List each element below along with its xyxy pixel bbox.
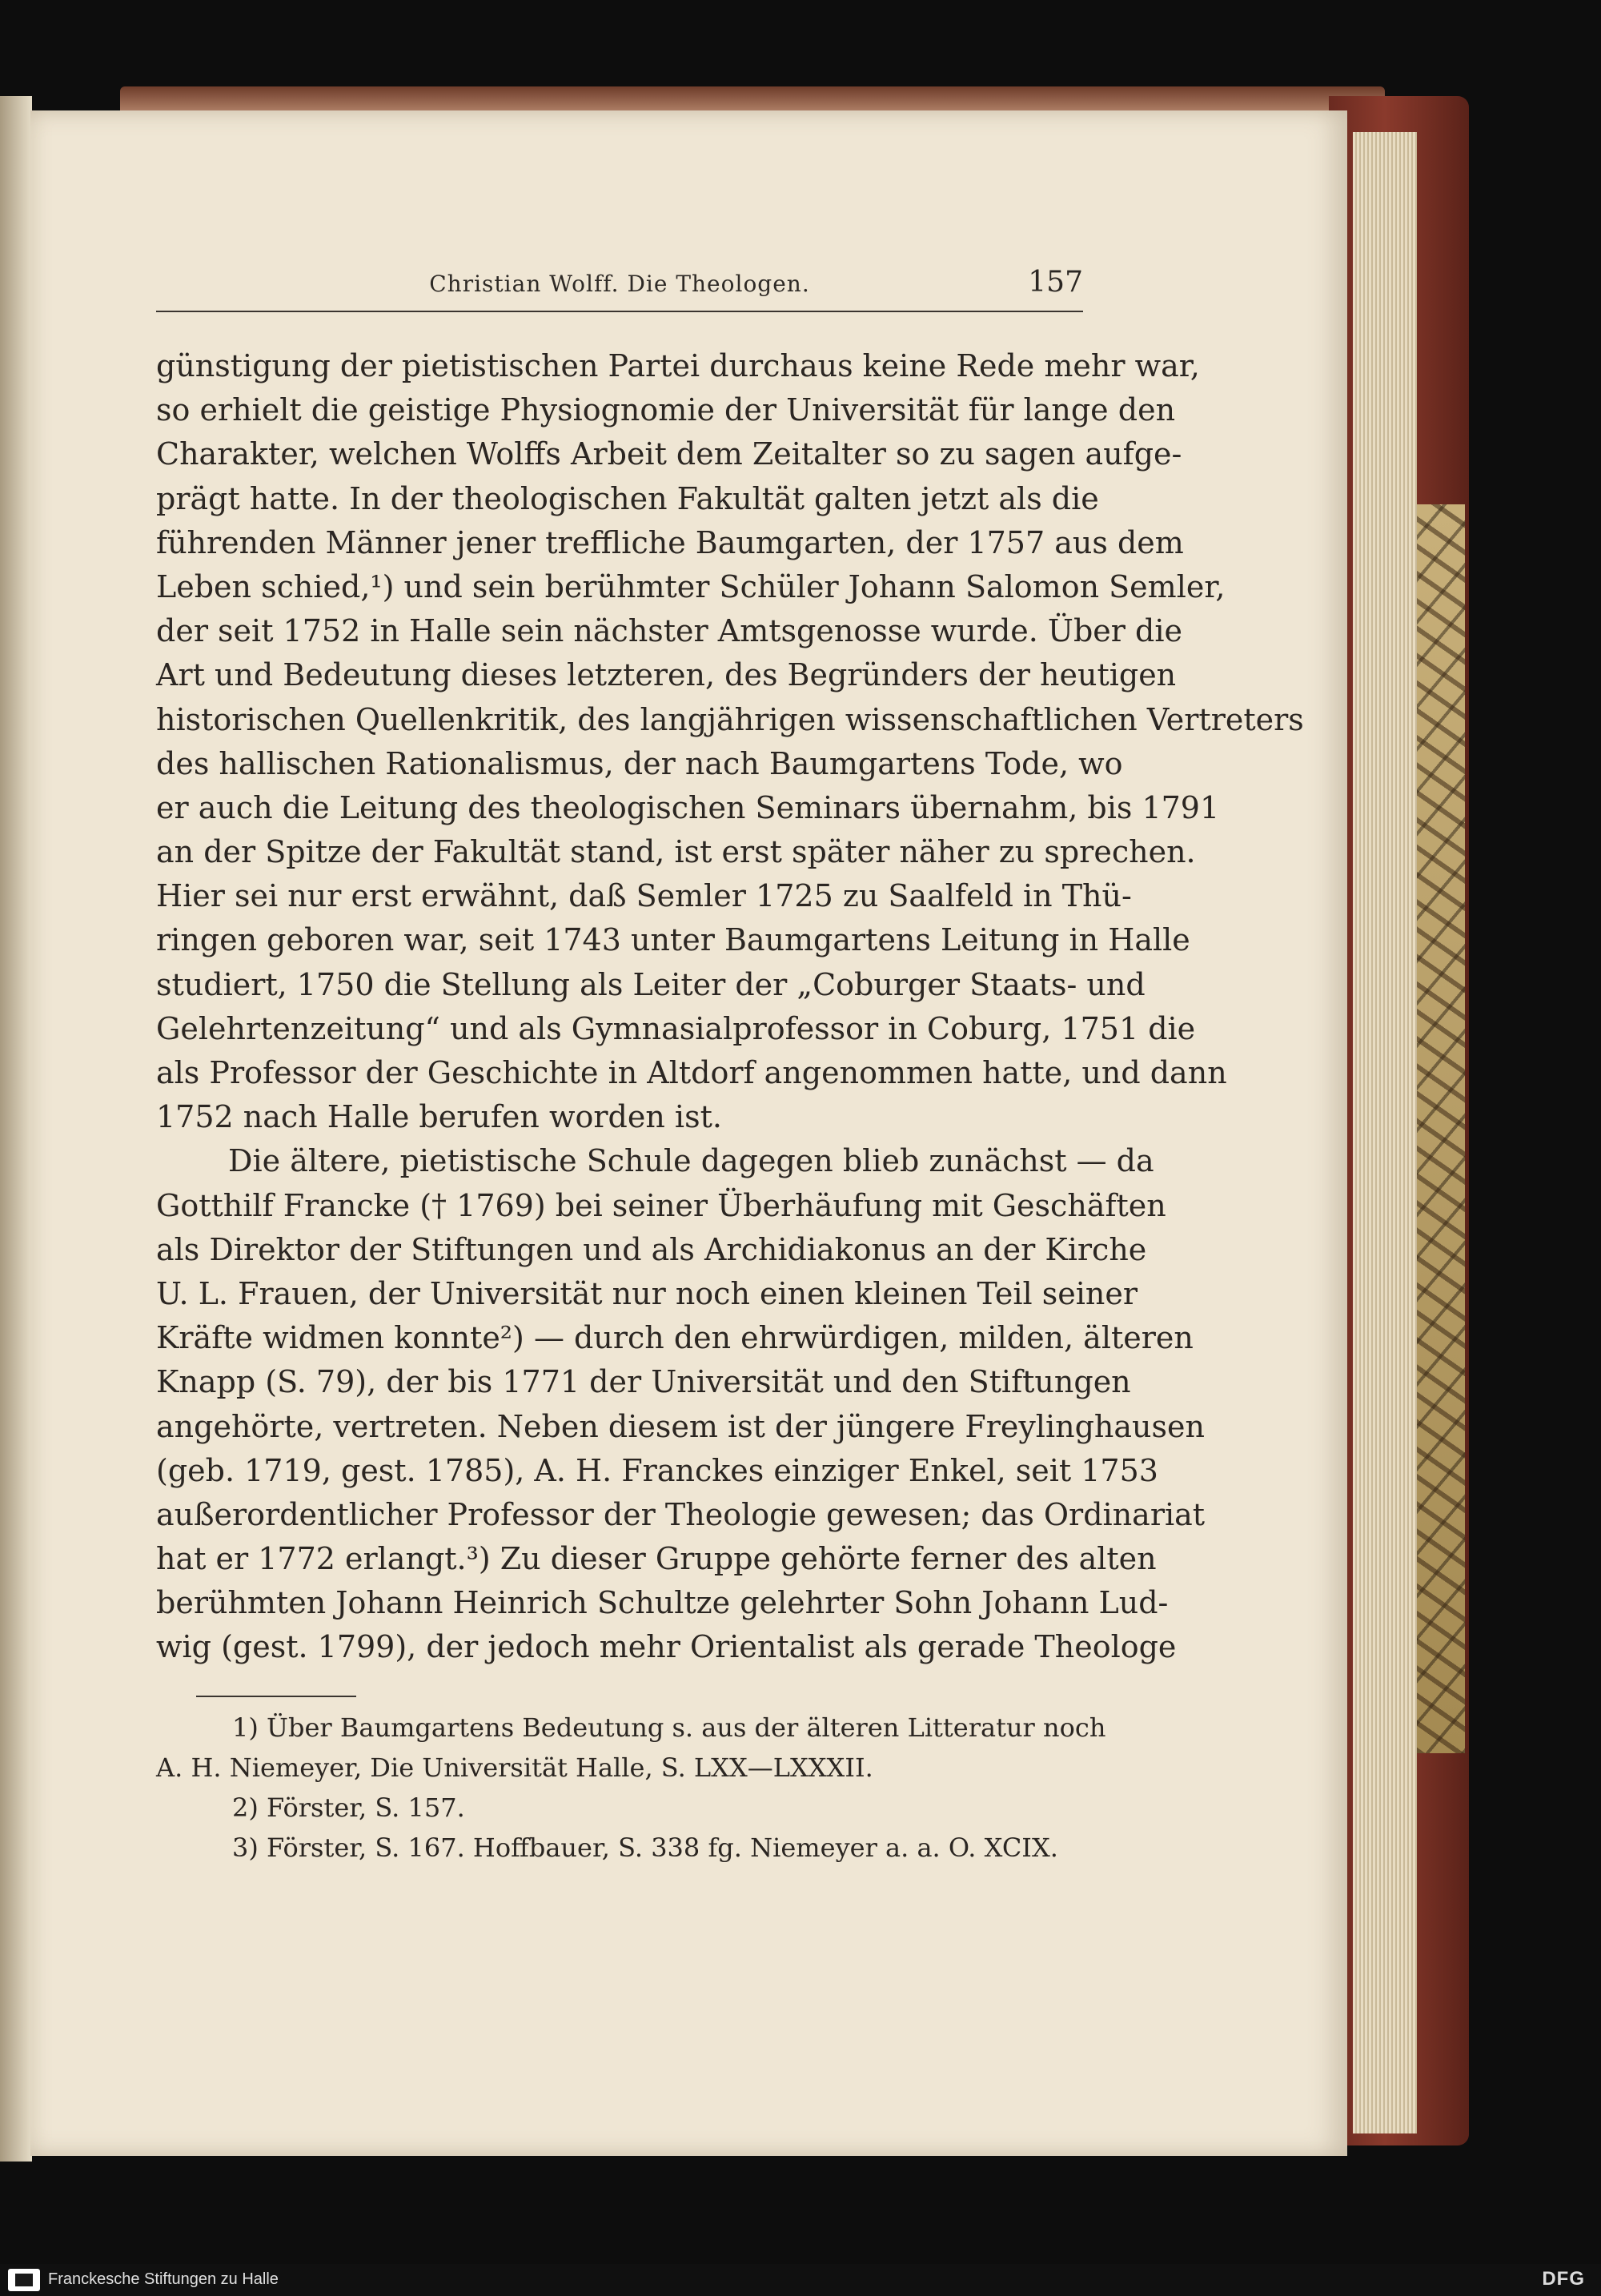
text-line: prägt hatte. In der theologischen Fakultät galten jetzt als die xyxy=(156,480,1099,516)
text-line: U. L. Frauen, der Universität nur noch einen kleinen Teil seiner xyxy=(156,1275,1138,1311)
book-top-edge xyxy=(120,86,1385,114)
running-head: Christian Wolff. Die Theologen. xyxy=(429,271,810,297)
text-line: der seit 1752 in Halle sein nächster Amtsgenosse wurde. Über die xyxy=(156,613,1182,649)
footnote-line: 3) Förster, S. 167. Hoffbauer, S. 338 fg. Niemeyer a. a. O. XCIX. xyxy=(232,1832,1058,1863)
text-line: führenden Männer jener treffliche Baumgarten, der 1757 aus dem xyxy=(156,524,1184,560)
page-stack-edge xyxy=(1353,132,1417,2133)
body-text xyxy=(156,344,1304,1670)
text-line: günstigung der pietistischen Partei durchaus keine Rede mehr war, xyxy=(156,348,1200,383)
institution-name: Franckesche Stiftungen zu Halle xyxy=(48,2270,279,2288)
text-line: Knapp (S. 79), der bis 1771 der Universität und den Stiftungen xyxy=(156,1364,1131,1400)
text-line: 1752 nach Halle berufen worden ist. xyxy=(156,1099,722,1135)
dfg-logo: DFG xyxy=(1542,2268,1585,2290)
text-line: an der Spitze der Fakultät stand, ist erst später näher zu sprechen. xyxy=(156,834,1196,870)
text-line: Leben schied,¹) und sein berühmter Schüler Johann Salomon Semler, xyxy=(156,568,1226,604)
text-line: Charakter, welchen Wolffs Arbeit dem Zeitalter so zu sagen aufge- xyxy=(156,436,1182,472)
text-line: berühmten Johann Heinrich Schultze gelehrter Sohn Johann Lud- xyxy=(156,1585,1169,1621)
text-line: ringen geboren war, seit 1743 unter Baumgartens Leitung in Halle xyxy=(156,922,1190,958)
footnote-rule xyxy=(196,1696,356,1697)
text-line: studiert, 1750 die Stellung als Leiter der „Coburger Staats- und xyxy=(156,966,1146,1002)
text-line: angehörte, vertreten. Neben diesem ist der jüngere Freylinghausen xyxy=(156,1408,1205,1444)
footnote-line: A. H. Niemeyer, Die Universität Halle, S. LXX—LXXXII. xyxy=(156,1752,873,1783)
marbled-endpaper xyxy=(1417,504,1465,1753)
text-line: Gotthilf Francke († 1769) bei seiner Überhäufung mit Geschäften xyxy=(156,1187,1166,1223)
text-line: außerordentlicher Professor der Theologie gewesen; das Ordinariat xyxy=(156,1496,1206,1532)
text-line: Kräfte widmen konnte²) — durch den ehrwürdigen, milden, älteren xyxy=(156,1320,1194,1356)
page-header xyxy=(156,266,1083,312)
page-number: 157 xyxy=(1028,266,1083,299)
footnote-line: 1) Über Baumgartens Bedeutung s. aus der älteren Litteratur noch xyxy=(232,1712,1106,1743)
text-line: als Direktor der Stiftungen und als Archidiakonus an der Kirche xyxy=(156,1231,1147,1267)
text-line: als Professor der Geschichte in Altdorf angenommen hatte, und dann xyxy=(156,1055,1227,1090)
footnote-line: 2) Förster, S. 157. xyxy=(232,1792,465,1823)
text-line: (geb. 1719, gest. 1785), A. H. Franckes einziger Enkel, seit 1753 xyxy=(156,1452,1158,1488)
footnotes xyxy=(156,1708,1106,1868)
text-line: wig (gest. 1799), der jedoch mehr Orientalist als gerade Theologe xyxy=(156,1629,1177,1665)
text-line: des hallischen Rationalismus, der nach Baumgartens Tode, wo xyxy=(156,745,1123,781)
text-line: Die ältere, pietistische Schule dagegen blieb zunächst — da xyxy=(228,1143,1154,1179)
text-line: hat er 1772 erlangt.³) Zu dieser Gruppe gehörte ferner des alten xyxy=(156,1541,1157,1577)
text-line: Hier sei nur erst erwähnt, daß Semler 1725 zu Saalfeld in Thü- xyxy=(156,878,1132,914)
text-line: Art und Bedeutung dieses letzteren, des Begründers der heutigen xyxy=(156,657,1177,693)
text-line: historischen Quellenkritik, des langjährigen wissenschaftlichen Vertreters xyxy=(156,701,1304,737)
text-line: er auch die Leitung des theologischen Seminars übernahm, bis 1791 xyxy=(156,789,1220,825)
text-line: Gelehrtenzeitung“ und als Gymnasialprofessor in Coburg, 1751 die xyxy=(156,1010,1196,1046)
institution-logo-icon xyxy=(8,2269,40,2291)
adjacent-page-edge xyxy=(0,96,32,2162)
text-line: so erhielt die geistige Physiognomie der Universität für lange den xyxy=(156,392,1176,428)
viewer-footer-bar xyxy=(0,2264,1601,2296)
